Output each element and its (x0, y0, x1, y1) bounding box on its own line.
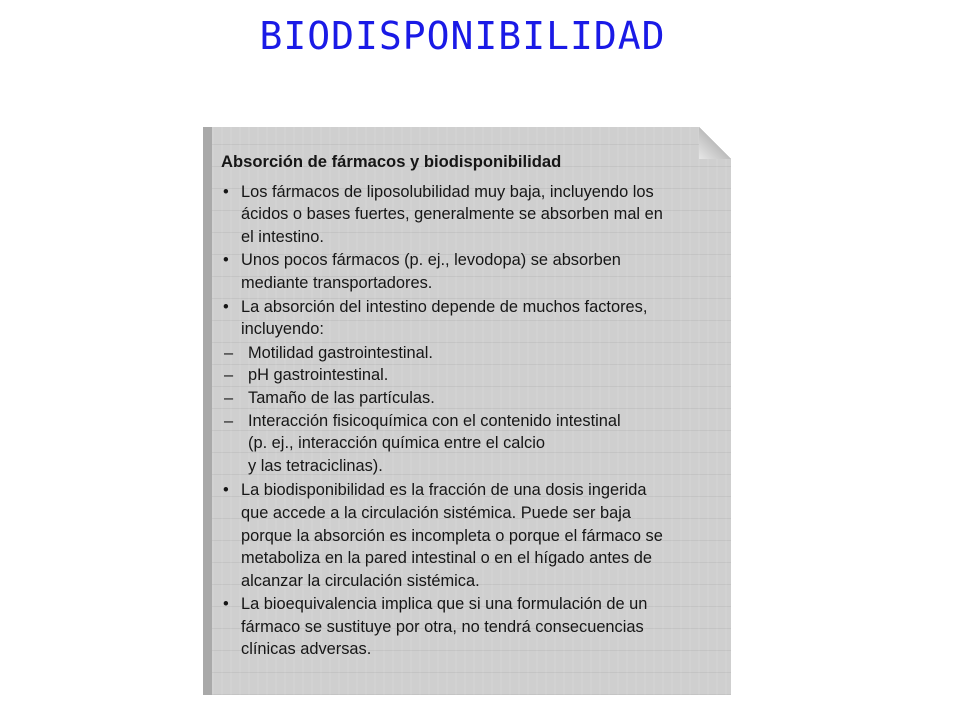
bullet-marker: • (223, 182, 229, 201)
bullet-marker: • (223, 595, 229, 614)
dash-marker: – (224, 366, 234, 385)
bullet-line: porque la absorción es incompleta o porque el fármaco se (241, 526, 663, 545)
bullet-line: La bioequivalencia implica que si una formulación de un (241, 595, 648, 614)
sub-line: y las tetraciclinas). (248, 456, 383, 475)
box-content (221, 151, 721, 662)
bullet-list (221, 181, 721, 661)
bullet-line: ácidos o bases fuertes, generalmente se absorben mal en (241, 205, 663, 224)
dash-marker: – (224, 343, 234, 362)
bullet-line: mediante transportadores. (241, 273, 433, 292)
page-edge-strip (203, 127, 212, 695)
sub-item (221, 342, 721, 365)
bullet-line: fármaco se sustituye por otra, no tendrá consecuencias (241, 617, 644, 636)
bullet-line: metaboliza en la pared intestinal o en el hígado antes de (241, 549, 652, 568)
sub-item (221, 364, 721, 387)
scanned-textbook-box (203, 127, 731, 695)
box-title: Absorción de fármacos y biodisponibilidad (221, 152, 562, 171)
sub-item (221, 387, 721, 410)
sub-line: Motilidad gastrointestinal. (248, 343, 433, 362)
sub-line: Tamaño de las partículas. (248, 388, 435, 407)
dash-marker: – (224, 411, 234, 430)
bullet-line: el intestino. (241, 227, 324, 246)
bullet-line: La biodisponibilidad es la fracción de una dosis ingerida (241, 481, 647, 500)
sub-line: (p. ej., interacción química entre el calcio (248, 434, 545, 453)
bullet-item (221, 479, 721, 592)
sub-list (221, 342, 721, 478)
bullet-line: Unos pocos fármacos (p. ej., levodopa) se absorben (241, 251, 621, 270)
bullet-item (221, 249, 721, 294)
bullet-line: alcanzar la circulación sistémica. (241, 571, 480, 590)
bullet-line: La absorción del intestino depende de muchos factores, (241, 297, 648, 316)
bullet-marker: • (223, 481, 229, 500)
sub-line: Interacción fisicoquímica con el contenido intestinal (248, 411, 621, 430)
dash-marker: – (224, 388, 234, 407)
slide-title: BIODISPONIBILIDAD (259, 14, 666, 58)
sub-item (221, 410, 721, 478)
bullet-item (221, 296, 721, 341)
bullet-line: que accede a la circulación sistémica. Puede ser baja (241, 503, 631, 522)
bullet-item (221, 593, 721, 661)
bullet-line: incluyendo: (241, 320, 324, 339)
bullet-marker: • (223, 297, 229, 316)
bullet-marker: • (223, 251, 229, 270)
bullet-line: Los fármacos de liposolubilidad muy baja, incluyendo los (241, 182, 654, 201)
sub-list-wrapper (221, 342, 721, 478)
sub-line: pH gastrointestinal. (248, 366, 389, 385)
bullet-line: clínicas adversas. (241, 640, 372, 659)
bullet-item (221, 181, 721, 249)
